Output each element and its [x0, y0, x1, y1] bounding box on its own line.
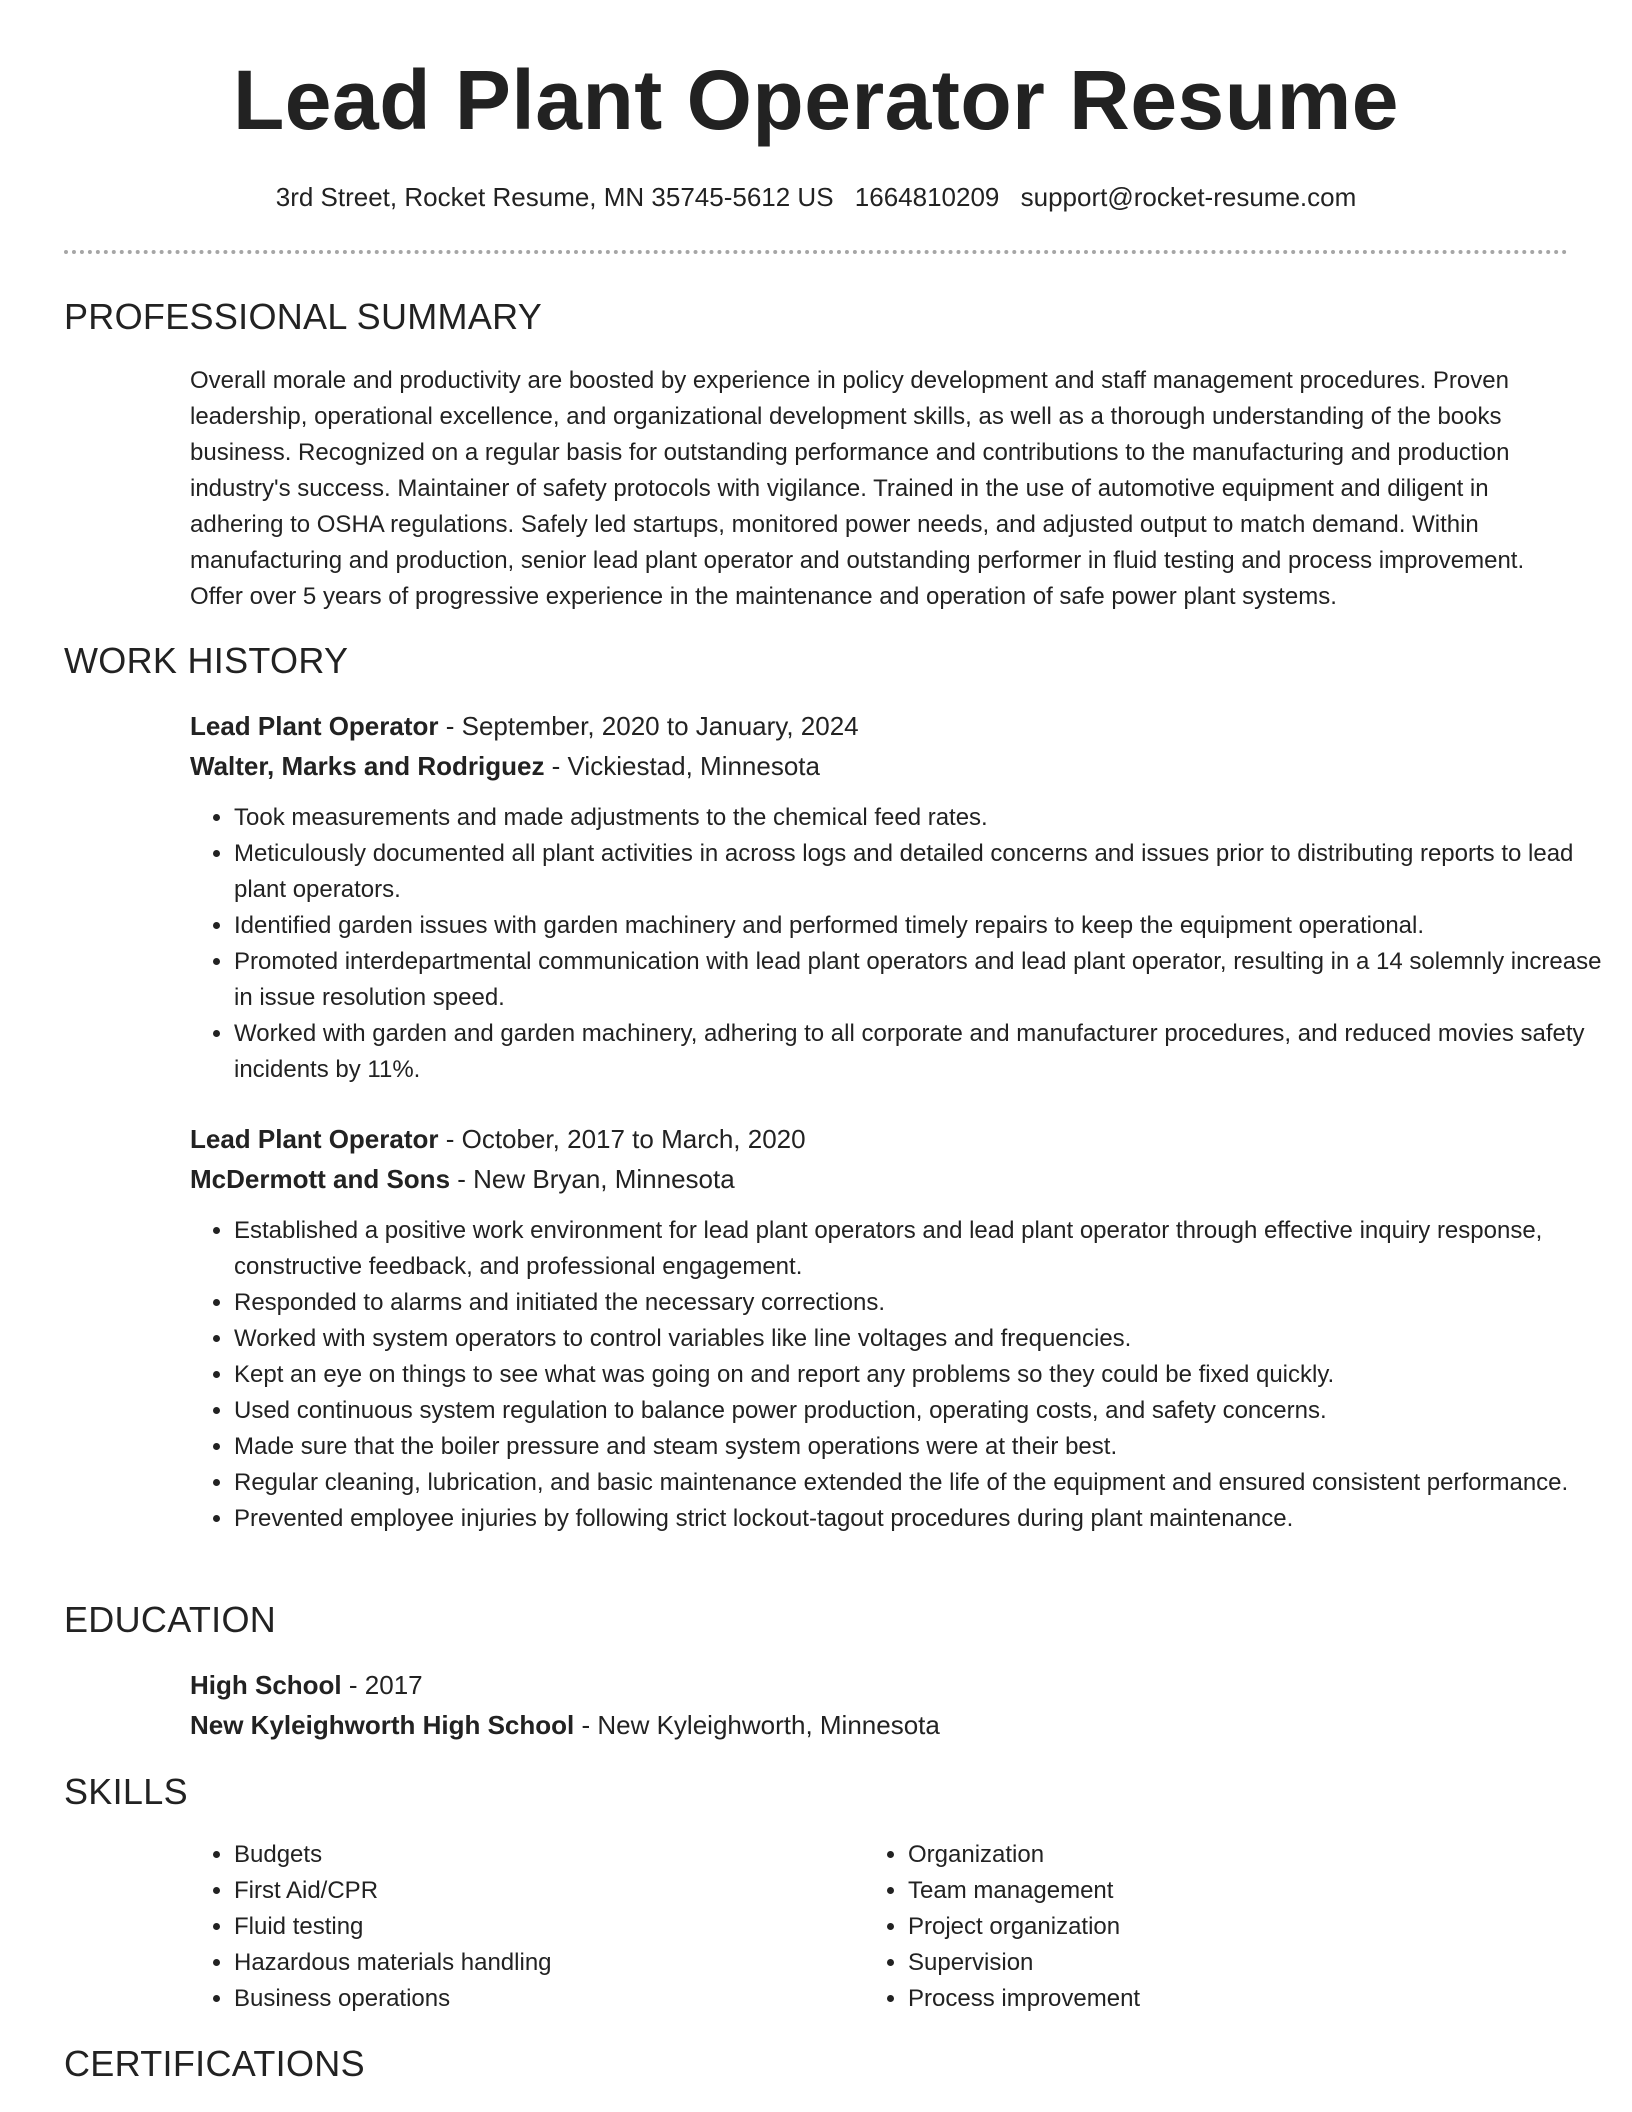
job-role: Lead Plant Operator: [190, 1124, 439, 1154]
job-bullet: • Made sure that the boiler pressure and steam system operations were at their best.: [234, 1429, 1604, 1465]
job-bullet: • Meticulously documented all plant activities in across logs and detailed concerns and issues prior to distributing reports to lead plant operators.: [234, 836, 1604, 908]
skill-item: • Organization: [908, 1837, 1508, 1873]
resume-title: Lead Plant Operator Resume: [233, 53, 1399, 147]
job-dates: - September, 2020 to January, 2024: [438, 711, 859, 741]
education-school: New Kyleighworth High School: [190, 1710, 575, 1740]
skill-item: • Process improvement: [908, 1981, 1508, 2017]
job-company-line: [190, 1159, 1570, 1199]
contact-line: [0, 182, 1632, 213]
education-location: - New Kyleighworth, Minnesota: [574, 1710, 940, 1740]
job-company-line: [190, 746, 1570, 786]
education-school-line: [190, 1705, 1570, 1745]
section-title-certifications: CERTIFICATIONS: [64, 2043, 365, 2084]
job-bullet: • Took measurements and made adjustments to the chemical feed rates.: [234, 800, 1604, 836]
education-degree: High School: [190, 1670, 342, 1700]
skill-item: • Hazardous materials handling: [234, 1945, 834, 1981]
job-bullets: [190, 800, 1604, 1088]
skill-item: • Fluid testing: [234, 1909, 834, 1945]
summary-text: Overall morale and productivity are boosted by experience in policy development and staff management procedures. Proven leadership, operational excellence, and organizational development skills, as well as a thorough understanding of the books business. Recognized on a regular basis for outstanding performance and contributions to the manufacturing and production industry's success. Maintainer of safety protocols with vigilance. Trained in the use of automotive equipment and diligent in adhering to OSHA regulations. Safely led startups, monitored power needs, and adjusted output to match demand. Within manufacturing and production, senior lead plant operator and outstanding performer in fluid testing and process improvement. Offer over 5 years of progressive experience in the maintenance and operation of safe power plant systems.: [190, 367, 1525, 610]
skill-item: • Business operations: [234, 1981, 834, 2017]
skills-list-right: [864, 1837, 1508, 2017]
header-divider: [64, 250, 1568, 254]
job-bullets: [190, 1213, 1604, 1537]
job-bullet: • Worked with garden and garden machinery, adhering to all corporate and manufacturer procedures, and reduced movies safety incidents by 11%.: [234, 1016, 1604, 1088]
education-degree-line: [190, 1665, 1570, 1705]
skill-item: • Budgets: [234, 1837, 834, 1873]
job-bullet: • Responded to alarms and initiated the necessary corrections.: [234, 1285, 1604, 1321]
skills-list-left: [190, 1837, 834, 2017]
job-entry: [190, 1119, 1570, 1199]
section-title-education: EDUCATION: [64, 1599, 277, 1640]
job-bullet: • Kept an eye on things to see what was going on and report any problems so they could be fixed quickly.: [234, 1357, 1604, 1393]
job-entry: [190, 706, 1570, 786]
job-title-line: [190, 1119, 1570, 1159]
phone: 1664810209: [854, 182, 1000, 212]
section-title-summary: PROFESSIONAL SUMMARY: [64, 296, 543, 337]
skill-item: • Supervision: [908, 1945, 1508, 1981]
email: support@rocket-resume.com: [1020, 182, 1357, 212]
education-entry: [190, 1665, 1570, 1745]
job-role: Lead Plant Operator: [190, 711, 439, 741]
education-year: - 2017: [341, 1670, 423, 1700]
job-company: Walter, Marks and Rodriguez: [190, 751, 545, 781]
job-bullet: • Established a positive work environment for lead plant operators and lead plant operator through effective inquiry response, constructive feedback, and professional engagement.: [234, 1213, 1604, 1285]
job-location: - Vickiestad, Minnesota: [544, 751, 820, 781]
address: 3rd Street, Rocket Resume, MN 35745-5612 US: [275, 182, 834, 212]
job-bullet: • Worked with system operators to control variables like line voltages and frequencies.: [234, 1321, 1604, 1357]
job-bullet: • Identified garden issues with garden machinery and performed timely repairs to keep the equipment operational.: [234, 908, 1604, 944]
section-title-work-history: WORK HISTORY: [64, 640, 349, 681]
job-company: McDermott and Sons: [190, 1164, 451, 1194]
job-dates: - October, 2017 to March, 2020: [438, 1124, 806, 1154]
job-bullet: • Prevented employee injuries by following strict lockout-tagout procedures during plant maintenance.: [234, 1501, 1604, 1537]
skill-item: • Project organization: [908, 1909, 1508, 1945]
job-bullet: • Used continuous system regulation to balance power production, operating costs, and safety concerns.: [234, 1393, 1604, 1429]
section-title-skills: SKILLS: [64, 1771, 188, 1812]
job-location: - New Bryan, Minnesota: [450, 1164, 735, 1194]
job-bullet: • Promoted interdepartmental communication with lead plant operators and lead plant operator, resulting in a 14 solemnly increase in issue resolution speed.: [234, 944, 1604, 1016]
skill-item: • First Aid/CPR: [234, 1873, 834, 1909]
job-bullet: • Regular cleaning, lubrication, and basic maintenance extended the life of the equipment and ensured consistent performance.: [234, 1465, 1604, 1501]
job-title-line: [190, 706, 1570, 746]
skill-item: • Team management: [908, 1873, 1508, 1909]
